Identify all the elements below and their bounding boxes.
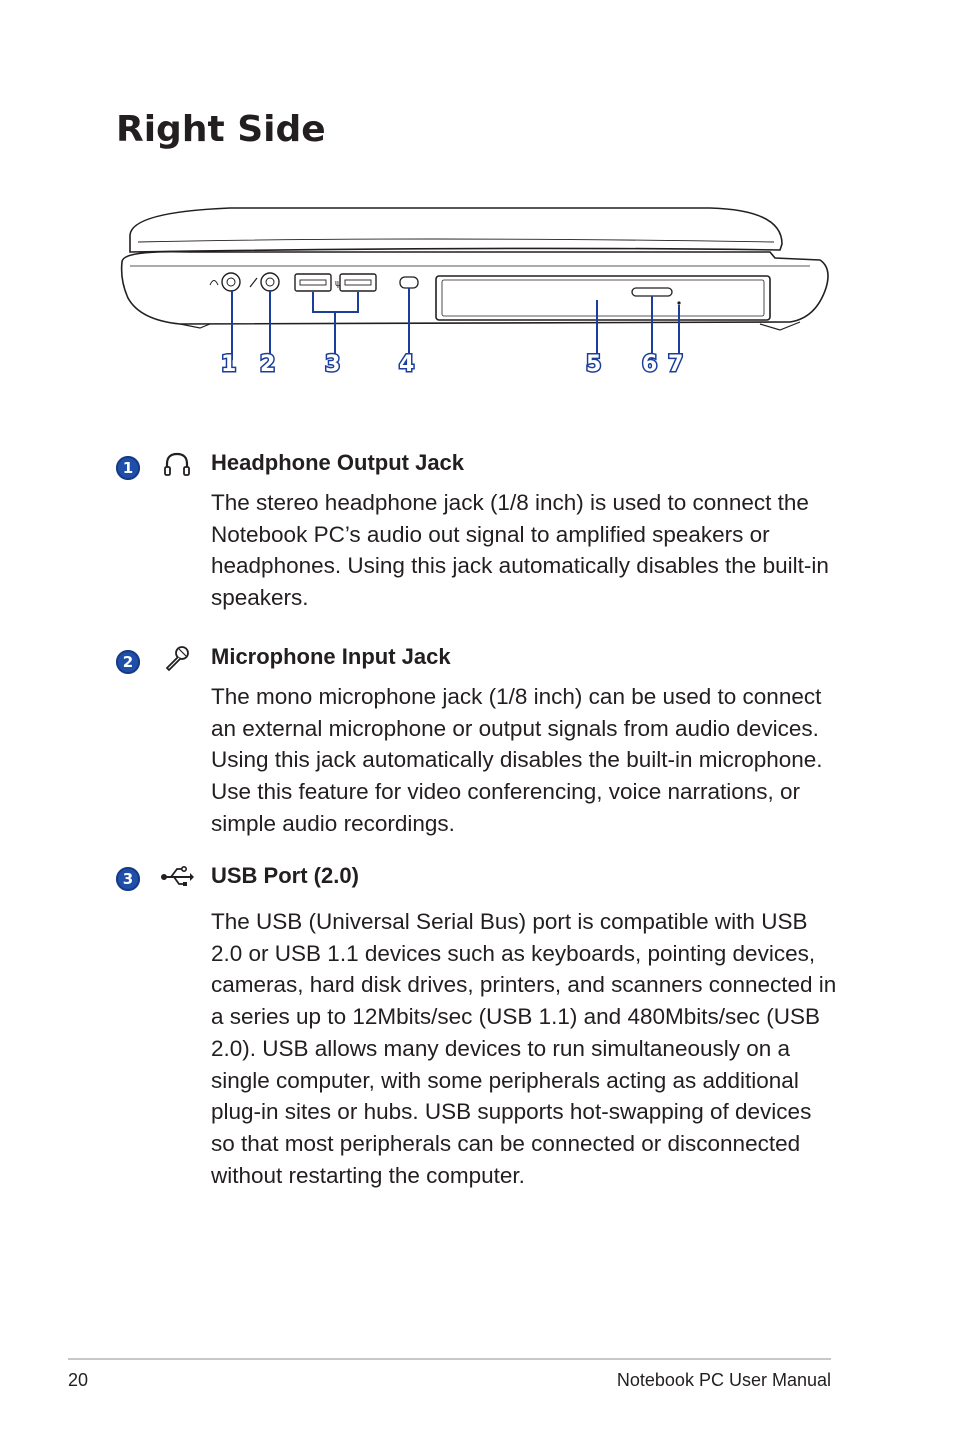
headphone-icon — [162, 449, 192, 479]
callout-3: 3 — [325, 352, 341, 377]
page-number: 20 — [68, 1370, 89, 1390]
manual-title: Notebook PC User Manual — [616, 1370, 831, 1390]
callout-5: 5 — [586, 352, 602, 377]
item-number-badge: 2 — [116, 650, 140, 674]
page-title: Right Side — [116, 109, 326, 150]
item-heading: USB Port (2.0) — [211, 863, 359, 888]
item-heading: Microphone Input Jack — [211, 644, 451, 669]
item-description: The mono microphone jack (1/8 inch) can be used to connect an external microphone or output signals from audio devices. Using this jack automatically disables the built-in microphone. Use this feature for video conferencing, voice narrations, or simple audio recordings. — [211, 684, 823, 836]
usb-icon — [160, 862, 190, 892]
callout-7: 7 — [668, 352, 684, 377]
callout-1: 1 — [221, 352, 237, 377]
item-description: The stereo headphone jack (1/8 inch) is used to connect the Notebook PC’s audio out signal to amplified speakers or headphones. Using this jack automatically disables the built-in speakers. — [211, 490, 829, 611]
callout-2: 2 — [260, 352, 276, 377]
footer-divider — [68, 1358, 831, 1360]
item-number-badge: 3 — [116, 867, 140, 891]
callout-6: 6 — [642, 352, 658, 377]
item-heading: Headphone Output Jack — [211, 450, 465, 475]
item-number-badge: 1 — [116, 456, 140, 480]
notebook-right-side-illustration — [110, 200, 840, 390]
svg-text:ψ: ψ — [335, 279, 341, 289]
callout-4: 4 — [399, 352, 415, 377]
item-description: The USB (Universal Serial Bus) port is compatible with USB 2.0 or USB 1.1 devices such as keyboards, pointing devices, cameras, hard disk drives, printers, and scanners connected in a series up to 12Mbits/sec (USB 1.1) and 480Mbits/sec (USB 2.0). USB allows many devices to run simultaneously on a single computer, with some peripherals acting as additional plug-in sites or hubs. USB supports hot-swapping of devices so that most peripherals can be connected or disconnected without restarting the computer. — [211, 909, 837, 1188]
microphone-icon — [162, 643, 192, 673]
